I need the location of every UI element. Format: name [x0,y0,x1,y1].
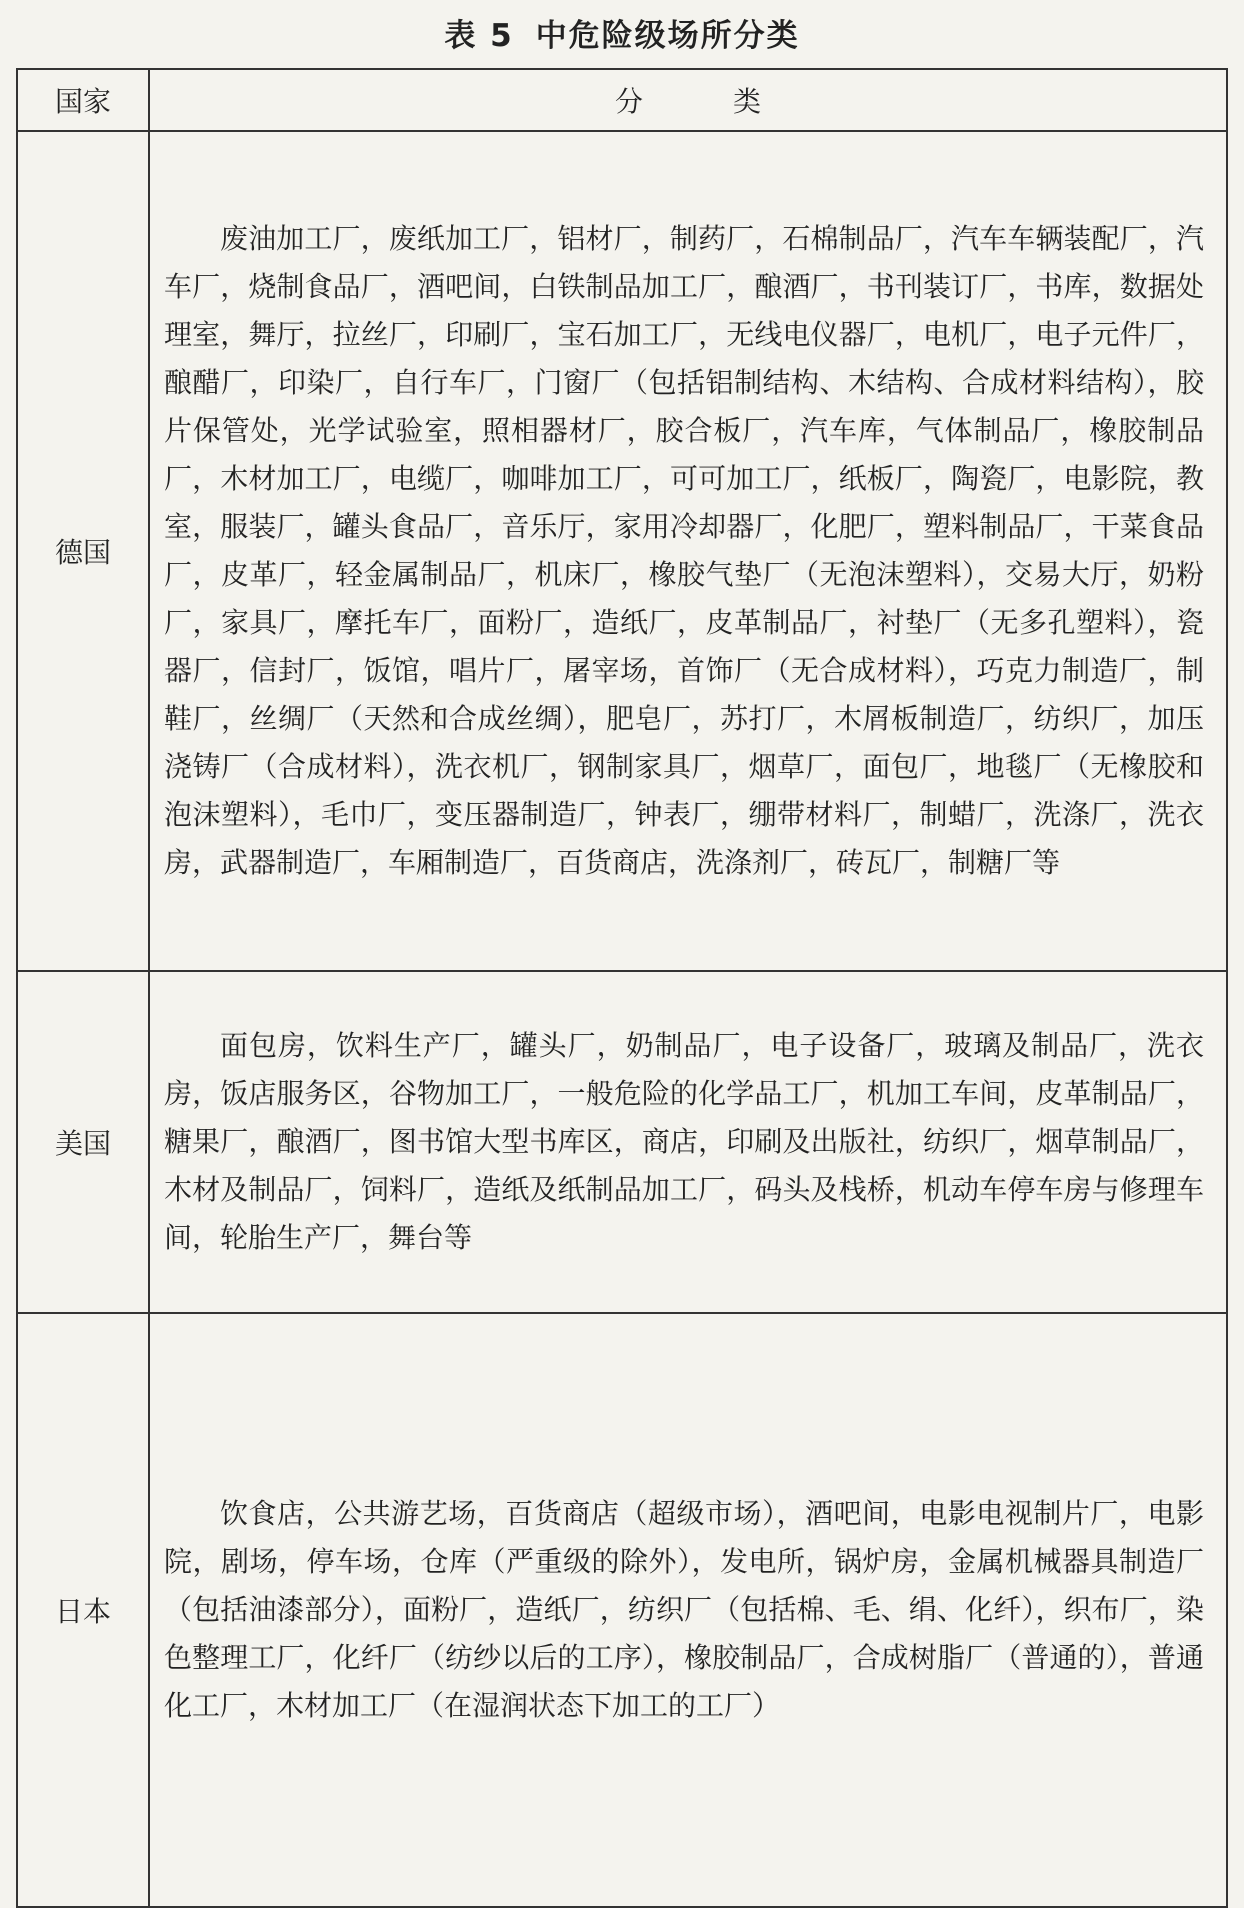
header-category: 分类 [149,69,1227,131]
country-cell: 德国 [17,131,149,971]
country-cell: 美国 [17,971,149,1313]
category-cell: 废油加工厂，废纸加工厂，铝材厂，制药厂，石棉制品厂，汽车车辆装配厂，汽车厂，烧制食品厂，酒吧间，白铁制品加工厂，酿酒厂，书刊装订厂，书库，数据处理室，舞厅，拉丝厂，印刷厂，宝石加工厂，无线电仪器厂，电机厂，电子元件厂，酿醋厂，印染厂，自行车厂，门窗厂（包括铝制结构、木结构、合成材料结构），胶片保管处，光学试验室，照相器材厂，胶合板厂，汽车库，气体制品厂，橡胶制品厂，木材加工厂，电缆厂，咖啡加工厂，可可加工厂，纸板厂，陶瓷厂，电影院，教室，服装厂，罐头食品厂，音乐厅，家用冷却器厂，化肥厂，塑料制品厂，干菜食品厂，皮革厂，轻金属制品厂，机床厂，橡胶气垫厂（无泡沫塑料），交易大厅，奶粉厂，家具厂，摩托车厂，面粉厂，造纸厂，皮革制品厂，衬垫厂（无多孔塑料），瓷器厂，信封厂，饭馆，唱片厂，屠宰场，首饰厂（无合成材料），巧克力制造厂，制鞋厂，丝绸厂（天然和合成丝绸），肥皂厂，苏打厂，木屑板制造厂，纺织厂，加压浇铸厂（合成材料），洗衣机厂，钢制家具厂，烟草厂，面包厂，地毯厂（无橡胶和泡沫塑料），毛巾厂，变压器制造厂，钟表厂，绷带材料厂，制蜡厂，洗涤厂，洗衣房，武器制造厂，车厢制造厂，百货商店，洗涤剂厂，砖瓦厂，制糖厂等 [149,131,1227,971]
table-title-text: 中危险级场所分类 [535,18,800,54]
classification-table [16,68,1228,1908]
category-cell: 饮食店，公共游艺场，百货商店（超级市场），酒吧间，电影电视制片厂，电影院，剧场，停车场，仓库（严重级的除外），发电所，锅炉房，金属机械器具制造厂（包括油漆部分），面粉厂，造纸厂，纺织厂（包括棉、毛、绢、化纤），织布厂，染色整理工厂，化纤厂（纺纱以后的工序），橡胶制品厂，合成树脂厂（普通的），普通化工厂，木材加工厂（在湿润状态下加工的工厂） [149,1313,1227,1907]
table-number: 表 5 [444,18,514,54]
country-cell: 日本 [17,1313,149,1907]
category-cell: 面包房，饮料生产厂，罐头厂，奶制品厂，电子设备厂，玻璃及制品厂，洗衣房，饭店服务区，谷物加工厂，一般危险的化学品工厂，机加工车间，皮革制品厂，糖果厂，酿酒厂，图书馆大型书库区，商店，印刷及出版社，纺织厂，烟草制品厂，木材及制品厂，饲料厂，造纸及纸制品加工厂，码头及栈桥，机动车停车房与修理车间，轮胎生产厂，舞台等 [149,971,1227,1313]
table-row [17,1313,1227,1907]
header-country: 国家 [17,69,149,131]
table-row [17,131,1227,971]
table-row [17,971,1227,1313]
table-title [0,10,1244,55]
table-header-row [17,69,1227,131]
